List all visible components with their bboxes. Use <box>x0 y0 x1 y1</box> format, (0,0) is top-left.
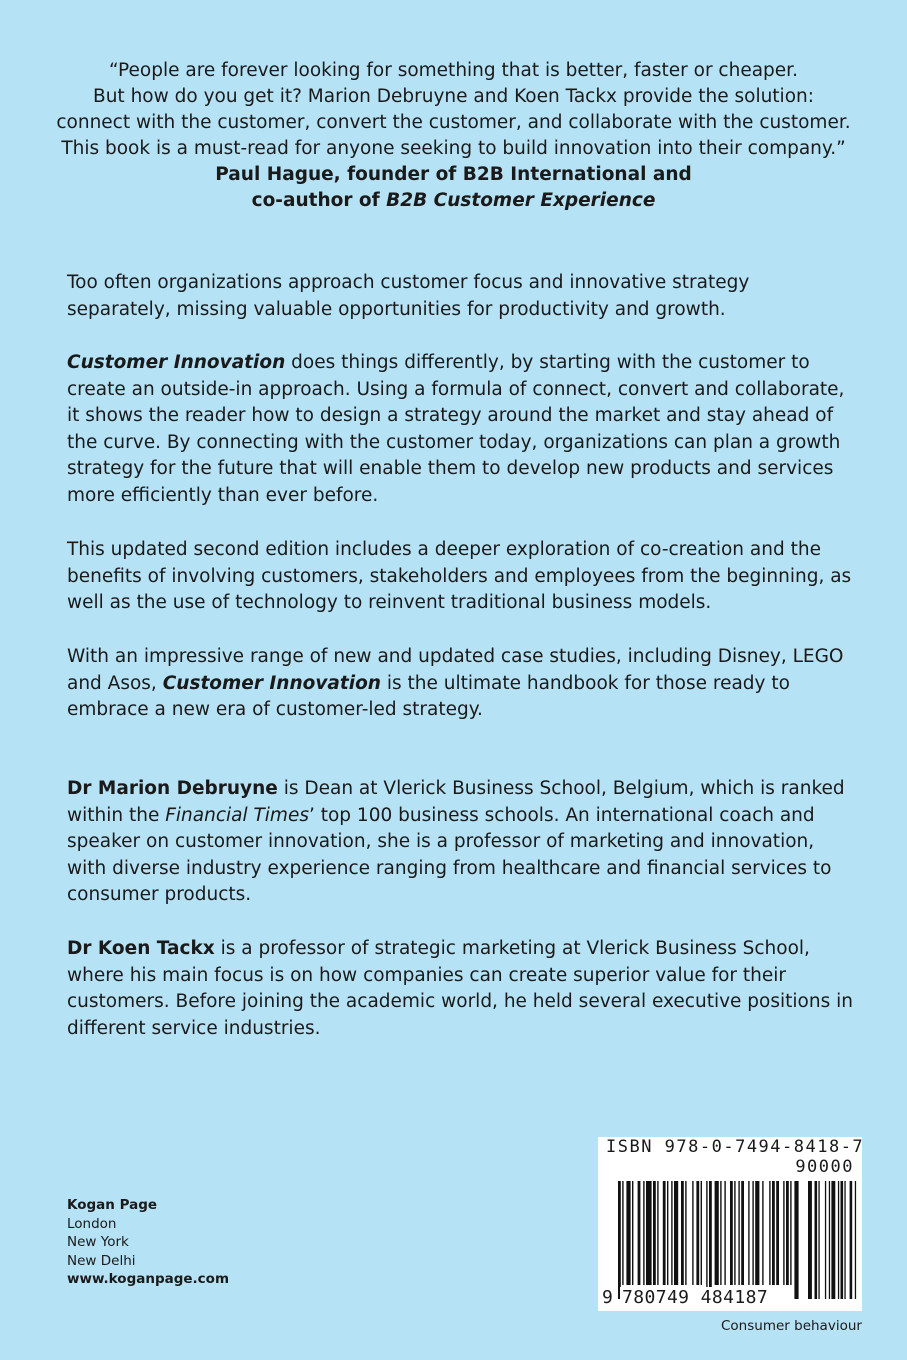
blurb-paragraph-2 <box>67 350 857 509</box>
quote-line: This book is a must-read for anyone seeking to build innovation into their company.” <box>61 138 846 159</box>
publisher-city: New York <box>67 1234 129 1250</box>
blurb-text: Too often organizations approach customer focus and innovative strategy separately, missing valuable opportunities for productivity and growth. <box>67 272 750 320</box>
barcode-bar <box>818 1181 819 1299</box>
publisher-name: Kogan Page <box>67 1197 158 1213</box>
barcode-bar <box>663 1181 666 1285</box>
barcode-bar <box>825 1181 826 1299</box>
barcode-bar <box>790 1181 791 1285</box>
author-name: Dr Marion Debruyne <box>67 778 278 799</box>
barcode-bar <box>734 1181 735 1285</box>
barcode-bar <box>638 1181 641 1285</box>
barcode-bar <box>844 1181 845 1299</box>
barcode-bar <box>653 1181 656 1285</box>
publisher-info <box>67 1196 229 1289</box>
barcode-bar <box>709 1181 712 1299</box>
barcode-bar <box>783 1181 784 1285</box>
endorsement-quote <box>40 58 867 214</box>
barcode-bar <box>752 1181 753 1285</box>
attribution-line-2 <box>40 188 867 214</box>
blurb-text: This updated second edition includes a deeper exploration of co-creation and the benefits of involving customers, stakeholders and employees from the beginning, as well as the use of technology to reinvent traditional business models. <box>67 539 852 613</box>
barcode-bar <box>794 1181 798 1299</box>
quote-attribution <box>40 162 867 214</box>
barcode-first-digit: 9 <box>602 1287 613 1308</box>
barcode-bar <box>772 1181 775 1285</box>
author-bio-tackx <box>67 936 857 1042</box>
barcode-bar <box>622 1181 623 1285</box>
book-title: Customer Innovation <box>162 672 381 694</box>
blurb-text-rest: does things differently, by starting with the customer to create an outside-in approach. Using a formula of connect, convert and collaborate, it shows the reader how to design a strategy around the market and stay ahead of the curve. By connecting with the customer today, organizations can plan a growth strategy for the future that will enable them to develop new products and services more efficiently than ever before. <box>67 352 845 506</box>
barcode-bar <box>855 1181 856 1299</box>
author-bio-part: is Dean at Vlerick Business School, Belgium, which is ranked within the <box>67 778 845 826</box>
barcode-bar <box>685 1181 686 1285</box>
barcode-bar <box>696 1181 699 1285</box>
blurb-paragraph-1 <box>67 270 857 323</box>
barcode-bar <box>850 1181 853 1299</box>
barcode-bar <box>738 1181 739 1285</box>
attribution-line-1: Paul Hague, founder of B2B International and <box>215 164 692 185</box>
barcode-digits: 780749 484187 <box>622 1287 769 1308</box>
author-bio-debruyne <box>67 776 857 909</box>
blurb-text-start: With an impressive range of new and updated case studies, including Disney, LEGO and Asos, <box>67 646 844 694</box>
barcode-bar <box>618 1181 621 1299</box>
barcode-bar <box>776 1181 779 1285</box>
barcode-bar <box>626 1181 630 1285</box>
publisher-city: New Delhi <box>67 1252 136 1269</box>
barcode-bar <box>632 1181 633 1285</box>
isbn-text: ISBN 978-0-7494-8418-7 <box>606 1137 865 1157</box>
attribution-prefix: co-author of <box>251 190 387 211</box>
quote-line: But how do you get it? Marion Debruyne and Koen Tackx provide the solution: <box>93 86 814 107</box>
barcode-bar <box>831 1181 835 1299</box>
barcode-bar <box>748 1181 749 1285</box>
barcode-bar <box>841 1181 844 1299</box>
blurb-paragraph-3 <box>67 537 857 617</box>
blurb-text <box>67 350 857 509</box>
barcode-bar <box>720 1181 721 1285</box>
barcode-bar <box>838 1181 839 1299</box>
publisher-website: www.koganpage.com <box>67 1271 230 1287</box>
author-name: Dr Koen Tackx <box>67 938 215 959</box>
quote-line: connect with the customer, convert the customer, and collaborate with the customer. <box>56 112 851 133</box>
author-bio-part: is a professor of strategic marketing at Vlerick Business School, where his main focus is on how companies can create superior value for their customers. Before joining the academic world, he held several executive positions in different service industries. <box>67 938 853 1039</box>
book-title: Customer Innovation <box>67 352 286 373</box>
barcode-bar <box>706 1181 707 1299</box>
barcode-bar <box>786 1181 789 1285</box>
barcode-bar <box>681 1181 684 1285</box>
publisher-city: London <box>67 1215 117 1232</box>
author-bio-text <box>67 776 857 909</box>
barcode-bar <box>674 1181 678 1285</box>
price-addon-code: 90000 <box>795 1157 854 1177</box>
barcode-bar <box>741 1181 744 1285</box>
publication-name: Financial Times <box>165 804 309 826</box>
barcode-bar <box>730 1181 733 1285</box>
barcode-bar <box>755 1181 759 1285</box>
barcode-bar <box>762 1181 763 1285</box>
barcode-bar <box>715 1181 719 1285</box>
barcode-bar <box>692 1181 693 1285</box>
author-bio-text <box>67 936 857 1042</box>
author-bio-part: ’ top 100 business schools. An international coach and speaker on customer innovation, she is a professor of marketing and innovation, with diverse industry experience ranging from healthcare and financial services to consumer products. <box>67 804 832 905</box>
barcode-bar <box>643 1181 644 1285</box>
barcode-bar <box>646 1181 652 1285</box>
isbn-barcode <box>598 1137 865 1311</box>
category-label: Consumer behaviour <box>721 1318 862 1334</box>
blurb-paragraph-4 <box>67 644 857 724</box>
barcode-bar <box>701 1181 702 1285</box>
barcode-bar <box>769 1181 770 1285</box>
attribution-book-title: B2B Customer Experience <box>386 190 656 211</box>
barcode-bar <box>808 1181 812 1299</box>
barcode-bar <box>657 1181 658 1285</box>
barcode-bar <box>671 1181 672 1285</box>
blurb-text-end: is the ultimate handbook for those ready to embrace a new era of customer-led strategy. <box>67 672 790 720</box>
barcode-bar <box>829 1181 830 1299</box>
quote-line: “People are forever looking for something that is better, faster or cheaper. <box>109 60 798 81</box>
barcode-bar <box>724 1181 725 1285</box>
barcode-bars <box>598 1137 865 1311</box>
blurb-text <box>67 644 857 724</box>
barcode-bar <box>667 1181 668 1285</box>
barcode-bar <box>815 1181 818 1299</box>
